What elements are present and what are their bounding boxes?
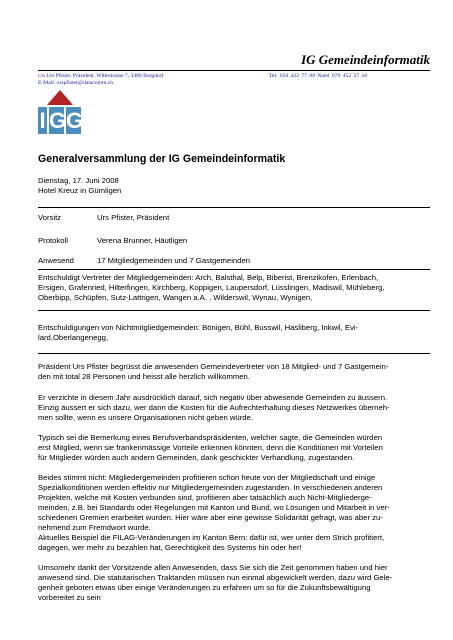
logo-letter-g2: G [66, 108, 84, 133]
igg-logo [38, 90, 82, 134]
section-divider [38, 310, 430, 311]
text-line: Projekten, welche mit Kosten verbunden sind, profitieren aber tatsächlich auch Nicht-Mitgliederge- [38, 493, 372, 502]
logo-letter-g1: G [49, 108, 67, 133]
text-line: Entschuldigungen von Nichtmitgliedgemeinden: Bönigen, Bühl, Busswil, Hasliberg, Inkwil, Evi- [38, 323, 359, 332]
attendance-value-minutes: Verena Brunner, Häutligen [97, 236, 188, 245]
text-line: meinden, z.B. bei Standards oder Regelungen mit Kanton und Bund, wo Lösungen und Mitarbeit in ver- [38, 503, 390, 512]
text-line: für Mitglieder würden auch andern Gemeinden, dank geschickter Verhandlung, zugestanden. [38, 453, 355, 462]
text-line: Beides stimmt nicht: Mitgliedergemeinden profitieren schon heute von der Mitgliedschaft und einige [38, 473, 376, 482]
organization-title: IG Gemeindeinformatik [301, 52, 430, 67]
text-line: Typisch sei die Bemerkung eines Berufsverbandspräsidenten, welcher sagte, die Gemeinden würden [38, 433, 382, 442]
text-line: lard,Oberlangenegg, [38, 333, 109, 342]
text-line: Oberbipp, Schüpfen, Sutz-Lattrigen, Wangen a.A. , Wilderswil, Wynau, Wynigen, [38, 293, 313, 302]
section-divider [38, 353, 430, 354]
contact-phones: Tel. 034 422 77 08 Natel 079 452 27 18 [269, 73, 368, 79]
meeting-venue: Hotel Kreuz in Gümligen [38, 186, 122, 195]
text-line: vorbereitet zu sein [38, 593, 101, 602]
contact-address: c/o Urs Pfister, Präsident, Willestrasse 7, 3400 Burgdorf [38, 73, 164, 79]
contact-email: E-Mail: urspfister@datacomm.ch [38, 80, 114, 86]
meeting-date: Dienstag, 17. Juni 2008 [38, 176, 119, 185]
text-line: nehmend zum Fremdwort wurde. [38, 523, 151, 532]
attendance-label-minutes: Protokoll [38, 236, 68, 245]
text-line: anwesend sind. Die statutarischen Traktanden müssen nun einmal abgewickelt werden, dazu wird Gele- [38, 573, 393, 582]
header-divider [38, 70, 430, 71]
text-line: dagegen, wer mehr zu bezahlen hat, Gerechtigkeit des Systems hin oder her! [38, 543, 302, 552]
text-line: men sollte, wenn es unsere Organisationen nicht geben würde. [38, 413, 253, 422]
text-line: Entschuldigt Vertreter der Mitgliedgemeinden: Arch, Balsthal, Belp, Biberist, Brenzikofen, Erlenbach, [38, 273, 379, 282]
attendance-label-present: Anwesend [38, 256, 74, 265]
text-line: Spezialkonditionen werden effektiv nur Mitgliedergemeinden zugestanden. In verschiedenen anderen [38, 483, 383, 492]
section-divider [38, 269, 430, 270]
text-line: Ersigen, Grafenried, Hilterfingen, Kirchberg, Koppigen, Laupersdorf, Lüsslingen, Madiswil, Mühleberg, [38, 283, 385, 292]
text-line: Präsident Urs Pfister begrüsst die anwesenden Gemeindevertreter von 18 Mitglied- und 7 Gastgemein- [38, 362, 389, 371]
logo-letter-i: I [39, 108, 46, 133]
text-line: erst Mitglied, wenn sie frankenmässige Vorteile erkennen könnten, denn die Konditionen mit Vorteilen [38, 443, 383, 452]
text-line: schiedenen Gremien erarbeitet wurden. Hier wäre aber eine gewisse Solidarität gefragt, was aber zu- [38, 513, 383, 522]
text-line: genheit geboten etwas über einige Veränderungen zu erfahren um so für die Zukunftsbewältigung [38, 583, 371, 592]
text-line: Umsomehr dankt der Vorsitzende allen Anwesenden, dass Sie sich die Zeit genommen haben und hier [38, 563, 388, 572]
attendance-label-chair: Vorsitz [38, 213, 62, 222]
text-line: den mit total 28 Personen und heisst alle herzlich willkommen. [38, 372, 250, 381]
text-line: Er verzichte in diesem Jahr ausdrücklich darauf, sich negativ über abwesende Gemeinden zu äussern. [38, 393, 388, 402]
logo-roof-icon [47, 90, 73, 105]
section-divider [38, 207, 430, 208]
text-line: Aktuelles Beispiel die FILAG-Veränderungen im Kanton Bern: dafür ist, wer unter dem Strich profitiert, [38, 533, 385, 542]
attendance-value-chair: Urs Pfister, Präsident [97, 213, 170, 222]
text-line: Einzig äussert er sich dazu, wer dann die Kosten für die Aufrechterhaltung dieses Netzwerkes überneh- [38, 403, 390, 412]
document-title: Generalversammlung der IG Gemeindeinformatik [38, 153, 286, 165]
attendance-value-present: 17 Mitgliedgemeinden und 7 Gastgemeinden [97, 256, 250, 265]
